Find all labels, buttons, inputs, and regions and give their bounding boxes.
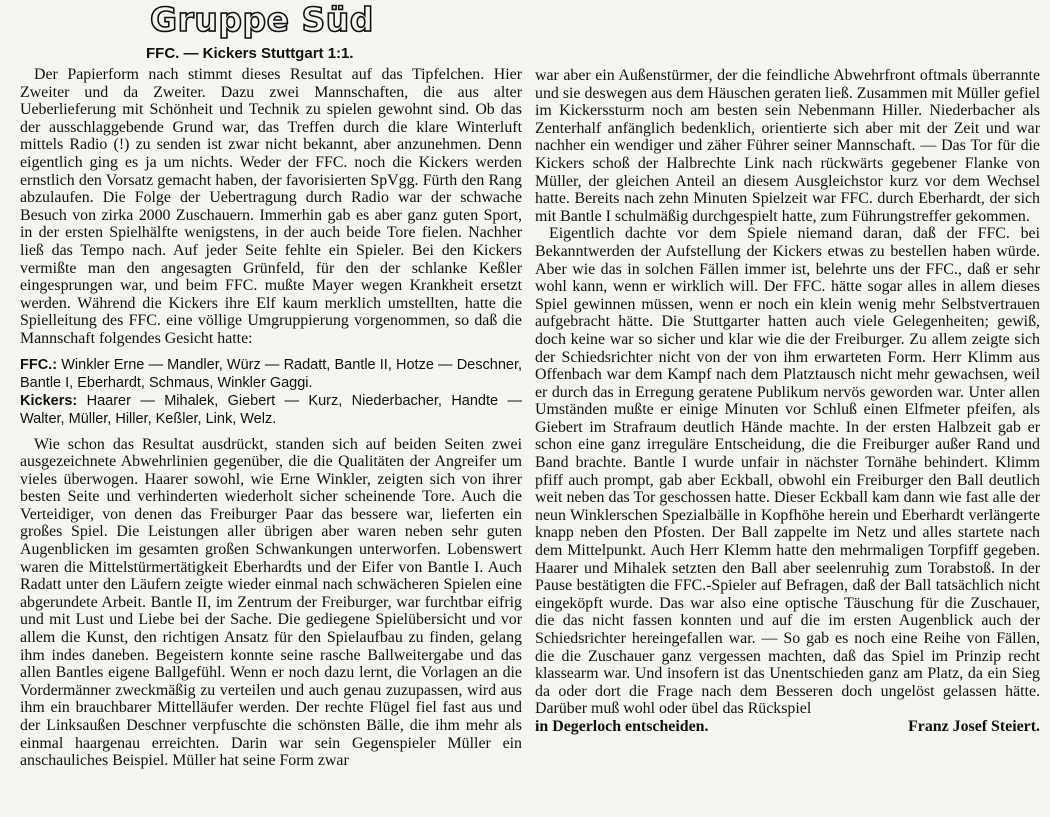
- paragraph: Wie schon das Resultat ausdrückt, standen sich auf beiden Seiten zwei ausgezeichnete Abwehrlinien gegenüber, die die Qualitäten der Angreifer um vieles überwogen. Haarer sowohl, wie Erne Winkler, zeigten sich von ihrer besten Seite und verhinderten wiederholt sicher scheinende Tore. Auch die Verteidiger, von denen das Freiburger Paar das bessere war, lieferten ein großes Spiel. Die Leistungen aller übrigen aber waren neben sehr guten Augenblicken im gesamten großen Schwankungen unterworfen. Lobenswert waren die Mittelstürmertätigkeit Eberhardts und der Eifer von Bantle I. Auch Radatt unter den Läufern zeigte wieder einmal nach schwächeren Spielen eine abgerundete Arbeit. Bantle II, im Zentrum der Freiburger, war furchtbar eifrig und mit Lust und Liebe bei der Sache. Die gediegene Spielübersicht und vor allem die Kunst, den richtigen Ansatz für den Spielaufbau zu finden, gelang ihm indes daneben. Begeistern konnte seine rasche Ballweitergabe und das allen Bantles eigene Ballgefühl. Wenn er noch dazu lernt, die Vorlagen an die Vordermänner zweckmäßig zu verteilen und auch genau zuzupassen, wird aus ihm ein brauchbarer Mittelläufer werden. Der rechte Flügel fiel fast aus und der Linksaußen Deschner verpfuschte die schönsten Bälle, die ihm mehr als einmal haargenau erreichten. Darin war sein Gegenspieler Müller ein anschauliches Beispiel. Müller hat seine Form zwar: [20, 435, 522, 770]
- paragraph: Eigentlich dachte vor dem Spiele niemand daran, daß der FFC. bei Bekanntwerden der Aufstellung der Kickers etwas zu bestellen haben würde. Aber wie das in solchen Fällen immer ist, belehrte uns der FFC., daß er sehr wohl kann, wenn er wirklich will. Der FFC. hätte sogar alles in allem dieses Spiel gewinnen müssen, wenn er noch ein klein wenig mehr Selbstvertrauen aufgebracht hätte. Die Stuttgarter hatten auch viele Gelegenheiten; gewiß, doch keine war so sicher und klar wie die der Freiburger. Zu allem zeigte sich der Schiedsrichter nicht von der von ihm erwarteten Form. Herr Klimm aus Offenbach war dem Kampf nach dem Platztausch nicht mehr gewachsen, weil er durch das in Erregung geratene Publikum nervös geworden war. Unter allen Umständen mußte er einige Minuten vor Schluß einen Elfmeter pfeifen, als Giebert im Strafraum deutlich Hände machte. In der ersten Halbzeit gab er schon eine ganz irreguläre Entscheidung, die die Freiburger außer Rand und Band brachte. Bantle I wurde unfair in nächster Tornähe behindert. Klimm pfiff auch prompt, gab aber Eckball, obwohl ein Freiburger den Ball deutlich weit neben das Tor geschossen hatte. Dieser Eckball kam dann wie fast alle der neun Winklerschen Spezialbälle in Kopfhöhe herein und Eberhardt verlängerte knapp neben den Pfosten. Der Ball zappelte im Netz und alles startete nach dem Mittelpunkt. Auch Herr Klemm hatte den mehrmaligen Torpfiff gegeben. Haarer und Mihalek setzten den Ball aber seelenruhig zum Torabstoß. In der Pause bestätigten die FFC.-Spieler auf Befragen, daß der Ball tatsächlich nicht eingeköpft wurde. Das war also eine optische Täuschung für die Zuschauer, die das nicht fassen konnten und auf die im ersten Augenblick auch der Schiedsrichter hereingefallen war. — So gab es noch eine Reihe von Fällen, die die Zuschauer ganz vergessen machten, daß das Spiel im Prinzip recht klassearm war. Und insofern ist das Unentschieden ganz am Platz, da ein Sieg da oder dort die Frage nach dem Besseren doch ungelöst gelassen hätte. Darüber muß wohl oder übel das Rückspiel: [535, 225, 1040, 718]
- paragraph: war aber ein Außenstürmer, der die feindliche Abwehrfront oftmals überrannte und sie deswegen aus dem Häuschen geraten ließ. Zusammen mit Müller gefiel im Kickerssturm noch am besten sein Nebenmann Hiller. Niederbacher als Zenterhalf anfänglich bedenklich, orientierte sich aber mit der Zeit und war nachher ein wendiger und zäher Führer seiner Mannschaft. — Das Tor für die Kickers schoß der Halbrechte Link nach rückwärts gegebener Flanke von Müller, der gleichen Anteil an diesem Ausgleichstor kurz vor dem Wechsel hatte. Bereits nach zehn Minuten Spielzeit war FFC. durch Eberhardt, der sich mit Bantle I schulmäßig durchgespielt hatte, zum Führungstreffer gekommen.: [535, 67, 1040, 225]
- paragraph: Der Papierform nach stimmt dieses Resultat auf das Tipfelchen. Hier Zweiter und da Zweiter. Dazu zwei Mannschaften, die aus alter Ueberlieferung mit Schönheit und Technik zu spielen gewohnt sind. Ob das der ausschlaggebende Grund war, das Treffen durch die klare Winterluft mittels Radio (!) zu senden ist zwar nicht bekannt, aber anzunehmen. Denn eigentlich ging es ja um nichts. Weder der FFC. noch die Kickers werden ernstlich den Vorsatz gemacht haben, der favorisierten SpVgg. Fürth den Rang abzulaufen. Die Folge der Uebertragung durch Radio war der schwache Besuch von zirka 2000 Zuschauern. Immerhin gab es aber ganz guten Sport, in der ersten Spielhälfte wenigstens, in der auch beide Tore fielen. Nachher ließ das Tempo nach. Auf jeder Seite fehlte ein Spieler. Bei den Kickers vermißte man den angesagten Grünfeld, für den der schlanke Keßler eingesprungen war, und beim FFC. mußte Mayer wegen Krankheit ersetzt werden. Während die Kickers ihre Elf kaum merklich umstellten, hatte die Spielleitung des FFC. eine völlige Umgruppierung vorgenommen, so daß die Mannschaft folgendes Gesicht hatte:: [20, 66, 522, 347]
- lineup-team-label: FFC.:: [20, 356, 58, 373]
- left-column: [20, 66, 522, 770]
- lineup-players: Winkler Erne — Mandler, Würz — Radatt, Bantle II, Hotze — Deschner, Bantle I, Eberhardt, Schmaus, Winkler Gaggi.: [20, 356, 522, 391]
- closing-line: [535, 718, 1040, 736]
- article-heading: Gruppe Süd: [150, 0, 374, 39]
- lineup-players: Haarer — Mihalek, Giebert — Kurz, Niederbacher, Handte — Walter, Müller, Hiller, Keßler, Link, Welz.: [20, 392, 522, 427]
- closing-text: in Degerloch entscheiden.: [535, 717, 709, 735]
- lineup-ffc: [20, 356, 522, 392]
- match-result-subheading: FFC. — Kickers Stuttgart 1:1.: [146, 45, 354, 62]
- lineup-team-label: Kickers:: [20, 392, 78, 409]
- right-column: [535, 67, 1040, 736]
- author-signature: Franz Josef Steiert.: [908, 717, 1040, 735]
- lineup-kickers: [20, 392, 522, 428]
